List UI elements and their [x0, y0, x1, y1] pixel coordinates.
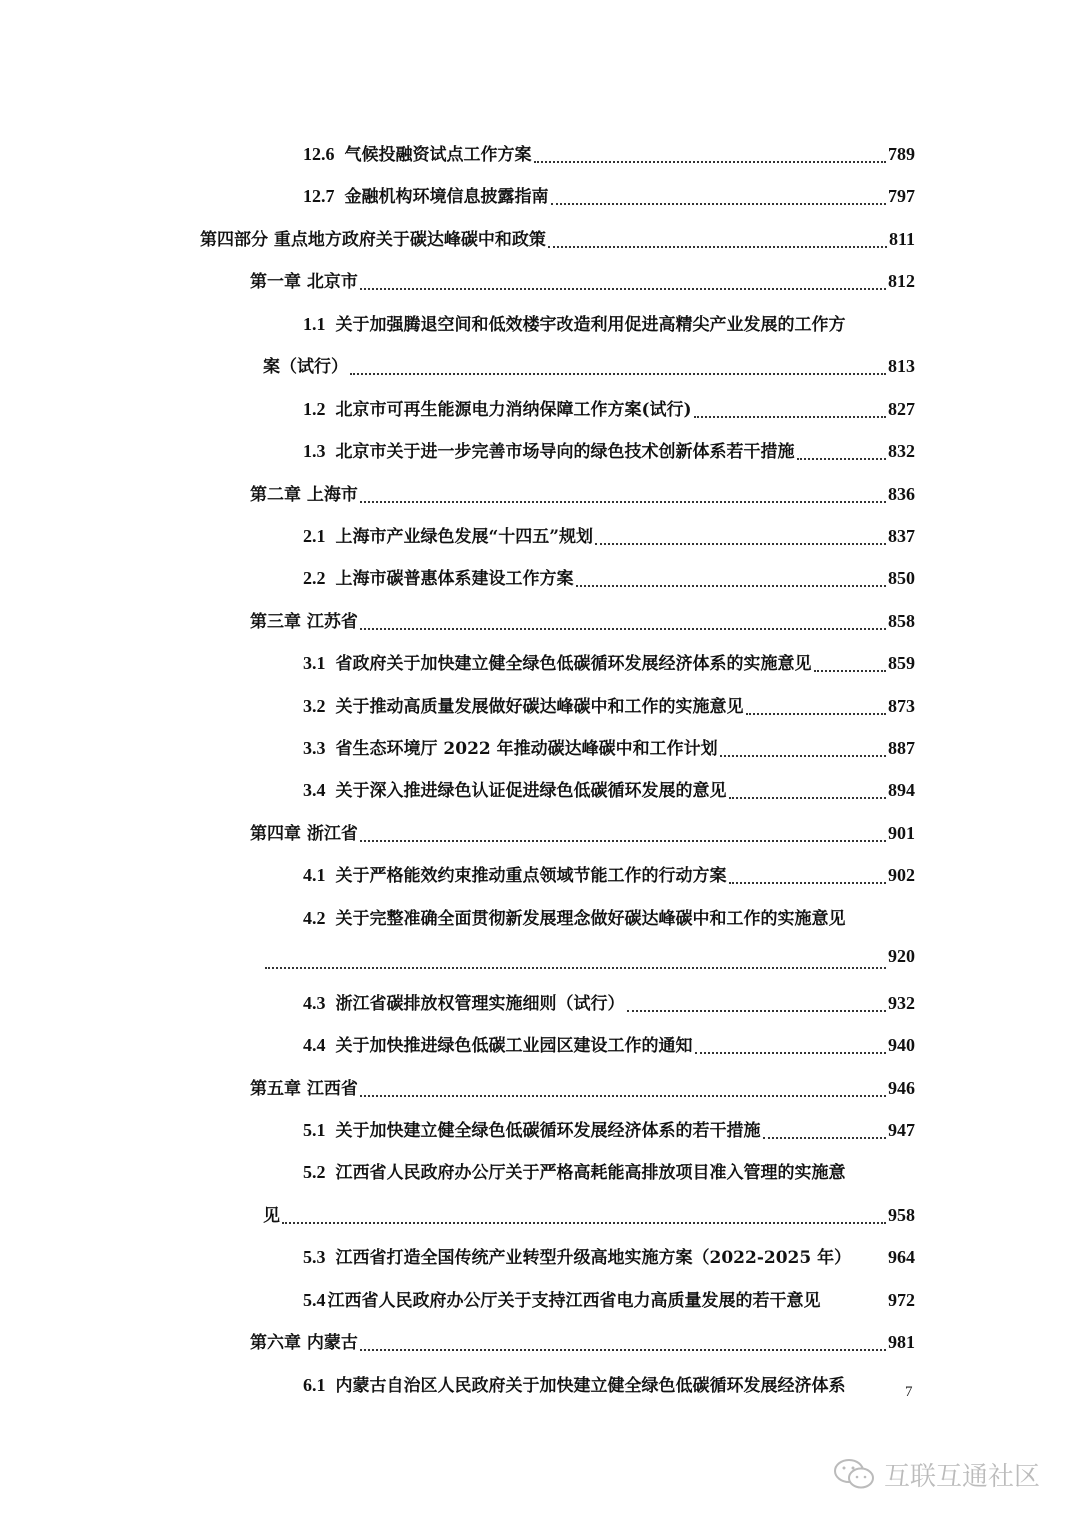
toc-entry[interactable]	[303, 692, 915, 722]
entry-page: 901	[888, 823, 915, 843]
entry-title: 上海市碳普惠体系建设工作方案	[335, 569, 574, 589]
entry-title: 金融机构环境信息披露指南	[344, 187, 549, 207]
toc-entry[interactable]	[303, 310, 915, 340]
entry-number: 4.4	[303, 1035, 326, 1055]
toc-entry[interactable]	[303, 437, 915, 467]
leader-dots	[720, 755, 886, 757]
entry-title: 江西省人民政府办公厅关于支持江西省电力高质量发展的若干意见	[327, 1291, 821, 1311]
toc-entry[interactable]	[303, 522, 915, 552]
entry-number: 3.2	[303, 696, 326, 716]
entry-title: 关于加强腾退空间和低效楼宇改造利用促进高精尖产业发展的工作方	[335, 315, 846, 335]
toc-part[interactable]	[200, 225, 915, 255]
entry-number: 4.1	[303, 865, 326, 885]
leader-dots	[360, 628, 886, 630]
leader-dots	[729, 882, 887, 884]
entry-title: 江西省打造全国传统产业转型升级高地实施方案（2022-2025 年）	[335, 1248, 852, 1268]
toc-entry[interactable]	[303, 1116, 915, 1146]
entry-page: 858	[888, 611, 915, 631]
entry-number: 3.3	[303, 738, 326, 758]
entry-title: 关于推动高质量发展做好碳达峰碳中和工作的实施意见	[335, 697, 744, 717]
watermark	[832, 1456, 1040, 1493]
entry-page: 797	[888, 186, 915, 206]
entry-title: 第四部分 重点地方政府关于碳达峰碳中和政策	[200, 230, 546, 250]
toc-chapter[interactable]	[250, 480, 915, 510]
toc-chapter[interactable]	[250, 1328, 915, 1358]
leader-dots	[814, 670, 887, 672]
entry-title: 第五章 江西省	[250, 1079, 358, 1099]
toc-entry-continuation[interactable]	[263, 352, 915, 382]
entry-page: 981	[888, 1332, 915, 1352]
entry-title: 第一章 北京市	[250, 272, 358, 292]
entry-page: 972	[888, 1290, 915, 1310]
entry-number: 6.1	[303, 1375, 326, 1395]
leader-dots	[595, 543, 886, 545]
entry-page: 947	[888, 1120, 915, 1140]
entry-title: 关于深入推进绿色认证促进绿色低碳循环发展的意见	[335, 781, 727, 801]
watermark-text: 互联互通社区	[884, 1462, 1041, 1492]
leader-dots	[551, 203, 887, 205]
entry-page: 827	[888, 399, 915, 419]
toc-entry[interactable]	[303, 395, 915, 425]
entry-page: 832	[888, 441, 915, 461]
entry-page: 873	[888, 696, 915, 716]
entry-number: 3.1	[303, 653, 326, 673]
entry-number: 2.2	[303, 568, 326, 588]
entry-title: 浙江省碳排放权管理实施细则（试行）	[335, 994, 625, 1014]
entry-page: 887	[888, 738, 915, 758]
entry-title: 省政府关于加快建立健全绿色低碳循环发展经济体系的实施意见	[335, 654, 812, 674]
entry-page: 836	[888, 484, 915, 504]
entry-page: 894	[888, 780, 915, 800]
leader-dots	[360, 501, 886, 503]
entry-number: 5.4	[303, 1290, 326, 1310]
entry-number: 1.3	[303, 441, 326, 461]
entry-page: 958	[888, 1205, 915, 1225]
entry-number: 12.6	[303, 144, 335, 164]
leader-dots	[265, 967, 886, 969]
toc-entry[interactable]	[303, 182, 915, 212]
entry-page: 837	[888, 526, 915, 546]
entry-title: 第六章 内蒙古	[250, 1333, 358, 1353]
entry-page: 859	[888, 653, 915, 673]
entry-number: 5.3	[303, 1247, 326, 1267]
toc-entry[interactable]	[303, 734, 915, 764]
entry-title: 关于完整准确全面贯彻新发展理念做好碳达峰碳中和工作的实施意见	[335, 909, 846, 929]
toc-entry[interactable]	[303, 564, 915, 594]
entry-page: 850	[888, 568, 915, 588]
entry-page: 932	[888, 993, 915, 1013]
entry-title: 气候投融资试点工作方案	[344, 145, 532, 165]
wechat-icon	[832, 1458, 878, 1492]
entry-number: 5.1	[303, 1120, 326, 1140]
entry-page: 812	[888, 271, 915, 291]
entry-title: 北京市可再生能源电力消纳保障工作方案(试行)	[335, 400, 692, 420]
toc-entry[interactable]	[303, 1031, 915, 1061]
entry-title: 案（试行）	[263, 357, 348, 377]
leader-dots	[282, 1222, 886, 1224]
entry-page: 964	[888, 1247, 915, 1267]
entry-title: 第四章 浙江省	[250, 824, 358, 844]
toc-entry[interactable]	[303, 904, 915, 934]
entry-page: 813	[888, 356, 915, 376]
entry-title: 关于严格能效约束推动重点领域节能工作的行动方案	[335, 866, 727, 886]
entry-title: 上海市产业绿色发展“十四五”规划	[335, 527, 594, 547]
toc-entry-continuation[interactable]	[263, 1201, 915, 1231]
leader-dots	[729, 797, 887, 799]
entry-title: 第二章 上海市	[250, 485, 358, 505]
leader-dots	[695, 1052, 887, 1054]
leader-dots	[797, 458, 887, 460]
leader-dots	[350, 373, 886, 375]
leader-dots	[360, 1349, 886, 1351]
entry-title: 北京市关于进一步完善市场导向的绿色技术创新体系若干措施	[335, 442, 795, 462]
toc-entry[interactable]	[303, 140, 915, 170]
leader-dots	[360, 840, 886, 842]
toc-entry[interactable]	[303, 649, 915, 679]
leader-dots	[763, 1137, 887, 1139]
entry-title: 内蒙古自治区人民政府关于加快建立健全绿色低碳循环发展经济体系	[335, 1376, 846, 1396]
entry-page: 920	[888, 946, 915, 966]
leader-dots	[576, 585, 887, 587]
toc-chapter[interactable]	[250, 819, 915, 849]
toc-chapter[interactable]	[250, 1074, 915, 1104]
entry-title: 关于加快推进绿色低碳工业园区建设工作的通知	[335, 1036, 693, 1056]
entry-number: 12.7	[303, 186, 335, 206]
leader-dots	[534, 161, 887, 163]
entry-title: 省生态环境厅 2022 年推动碳达峰碳中和工作计划	[335, 739, 718, 759]
leader-dots	[360, 1095, 886, 1097]
entry-title: 见	[263, 1206, 280, 1226]
entry-page: 946	[888, 1078, 915, 1098]
entry-title: 江西省人民政府办公厅关于严格高耗能高排放项目准入管理的实施意	[335, 1163, 846, 1183]
toc-entry[interactable]	[303, 1158, 915, 1188]
page-number: 7	[905, 1384, 913, 1400]
toc-entry[interactable]	[303, 1286, 915, 1316]
entry-number: 4.2	[303, 908, 326, 928]
leader-dots	[746, 713, 887, 715]
entry-number: 1.2	[303, 399, 326, 419]
entry-page: 940	[888, 1035, 915, 1055]
entry-number: 4.3	[303, 993, 326, 1013]
leader-dots	[548, 246, 887, 248]
entry-page: 789	[888, 144, 915, 164]
toc-entry[interactable]	[303, 776, 915, 806]
entry-number: 2.1	[303, 526, 326, 546]
entry-number: 5.2	[303, 1162, 326, 1182]
toc-entry-continuation[interactable]	[263, 946, 915, 976]
entry-number: 3.4	[303, 780, 326, 800]
entry-title: 关于加快建立健全绿色低碳循环发展经济体系的若干措施	[335, 1121, 761, 1141]
entry-page: 811	[888, 229, 915, 249]
toc-entry[interactable]	[303, 989, 915, 1019]
toc-entry[interactable]	[303, 1243, 915, 1273]
toc-chapter[interactable]	[250, 267, 915, 297]
leader-dots	[627, 1010, 887, 1012]
toc-chapter[interactable]	[250, 607, 915, 637]
entry-title: 第三章 江苏省	[250, 612, 358, 632]
leader-dots	[694, 416, 886, 418]
entry-page: 902	[888, 865, 915, 885]
leader-dots	[360, 288, 886, 290]
toc-entry[interactable]	[303, 1371, 915, 1401]
entry-number: 1.1	[303, 314, 326, 334]
toc-entry[interactable]	[303, 861, 915, 891]
